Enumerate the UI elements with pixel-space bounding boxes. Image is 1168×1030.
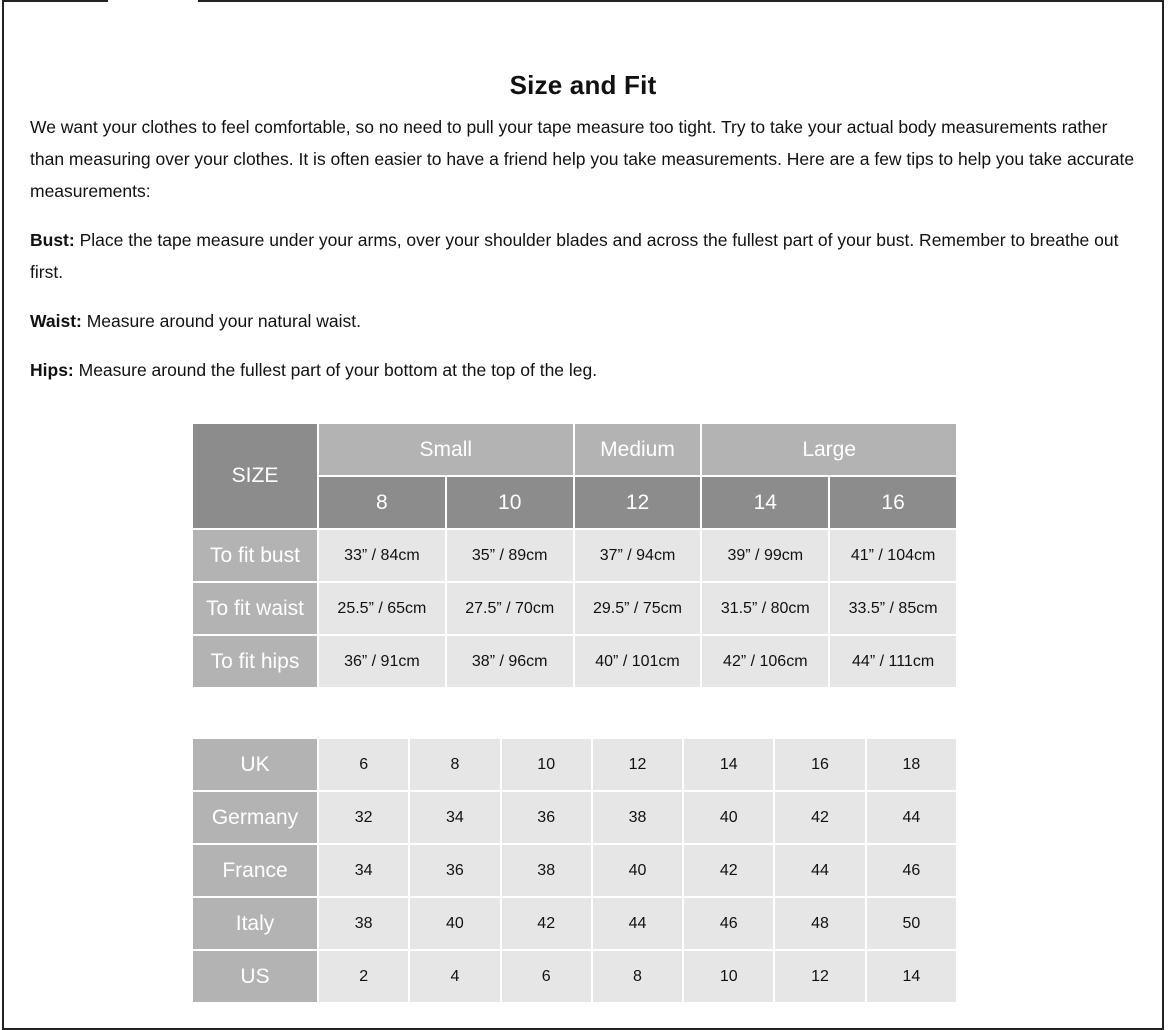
- table-row: [192, 635, 957, 688]
- table-cell: 38: [318, 897, 409, 950]
- table-cell: 34: [409, 791, 500, 844]
- table-cell: 44: [592, 897, 683, 950]
- table-cell: 40: [409, 897, 500, 950]
- table-cell: 46: [866, 844, 957, 897]
- table-cell: 12: [592, 738, 683, 791]
- table-row: [192, 791, 957, 844]
- intro-paragraph: We want your clothes to feel comfortable, so no need to pull your tape measure too tight. Try to take your actual body measurements rather than measuring over your clothes. It is often easier to have a friend help you take measurements. Here are a few tips to help you take accurate measurements:: [30, 117, 1135, 201]
- size-header: 10: [446, 476, 574, 529]
- tip-waist: [30, 305, 1136, 337]
- tip-hips-label: Hips:: [30, 360, 74, 380]
- tip-hips-text: Measure around the fullest part of your bottom at the top of the leg.: [73, 360, 598, 380]
- table-cell: 38” / 96cm: [446, 635, 574, 688]
- table-row: [192, 897, 957, 950]
- table-row: [192, 529, 957, 582]
- table-cell: 34: [318, 844, 409, 897]
- group-medium: Medium: [574, 423, 702, 476]
- row-label-us: US: [192, 950, 318, 1003]
- row-label-waist: To fit waist: [192, 582, 318, 635]
- row-label-france: France: [192, 844, 318, 897]
- size-guide-content: [30, 70, 1136, 403]
- tip-bust: [30, 224, 1136, 288]
- table-cell: 36: [501, 791, 592, 844]
- size-header: 8: [318, 476, 446, 529]
- table-cell: 40: [592, 844, 683, 897]
- table-cell: 38: [592, 791, 683, 844]
- table-cell: 46: [683, 897, 774, 950]
- table-cell: 38: [501, 844, 592, 897]
- table-cell: 36” / 91cm: [318, 635, 446, 688]
- table-row: [192, 844, 957, 897]
- tip-bust-label: Bust:: [30, 230, 75, 250]
- table-cell: 4: [409, 950, 500, 1003]
- table-cell: 25.5” / 65cm: [318, 582, 446, 635]
- table-cell: 42: [501, 897, 592, 950]
- table-cell: 16: [774, 738, 865, 791]
- table-cell: 33” / 84cm: [318, 529, 446, 582]
- table-cell: 48: [774, 897, 865, 950]
- table-row: [192, 738, 957, 791]
- tab-gap: [108, 0, 198, 4]
- tip-bust-text: Place the tape measure under your arms, over your shoulder blades and across the fullest part of your bust. Remember to breathe out first.: [30, 230, 1119, 282]
- table-cell: 29.5” / 75cm: [574, 582, 702, 635]
- tip-hips: [30, 354, 1136, 386]
- size-header: 16: [829, 476, 957, 529]
- size-header: 12: [574, 476, 702, 529]
- table-cell: 40: [683, 791, 774, 844]
- row-label-italy: Italy: [192, 897, 318, 950]
- table-cell: 44: [774, 844, 865, 897]
- table-row: [192, 582, 957, 635]
- group-small: Small: [318, 423, 574, 476]
- table-cell: 14: [866, 950, 957, 1003]
- table-cell: 39” / 99cm: [701, 529, 829, 582]
- row-label-uk: UK: [192, 738, 318, 791]
- table-cell: 35” / 89cm: [446, 529, 574, 582]
- row-label-germany: Germany: [192, 791, 318, 844]
- table-cell: 14: [683, 738, 774, 791]
- table-cell: 33.5” / 85cm: [829, 582, 957, 635]
- table-cell: 10: [683, 950, 774, 1003]
- table-cell: 36: [409, 844, 500, 897]
- table-cell: 10: [501, 738, 592, 791]
- tip-waist-label: Waist:: [30, 311, 82, 331]
- table-cell: 27.5” / 70cm: [446, 582, 574, 635]
- table-cell: 44: [866, 791, 957, 844]
- row-label-bust: To fit bust: [192, 529, 318, 582]
- table-cell: 42: [774, 791, 865, 844]
- page-title: Size and Fit: [509, 70, 657, 100]
- table-cell: 6: [501, 950, 592, 1003]
- table-cell: 8: [409, 738, 500, 791]
- size-corner-label: SIZE: [192, 423, 318, 529]
- group-large: Large: [701, 423, 957, 476]
- table-cell: 42” / 106cm: [701, 635, 829, 688]
- tip-waist-text: Measure around your natural waist.: [81, 311, 362, 331]
- table-cell: 6: [318, 738, 409, 791]
- table-cell: 32: [318, 791, 409, 844]
- table-cell: 40” / 101cm: [574, 635, 702, 688]
- table-cell: 42: [683, 844, 774, 897]
- table-cell: 18: [866, 738, 957, 791]
- conversion-table: [191, 737, 958, 1004]
- table-row: [192, 950, 957, 1003]
- table-cell: 8: [592, 950, 683, 1003]
- table-cell: 50: [866, 897, 957, 950]
- table-cell: 37” / 94cm: [574, 529, 702, 582]
- table-cell: 31.5” / 80cm: [701, 582, 829, 635]
- table-cell: 41” / 104cm: [829, 529, 957, 582]
- size-table: [191, 422, 958, 689]
- row-label-hips: To fit hips: [192, 635, 318, 688]
- table-cell: 44” / 111cm: [829, 635, 957, 688]
- size-header: 14: [701, 476, 829, 529]
- table-cell: 12: [774, 950, 865, 1003]
- table-cell: 2: [318, 950, 409, 1003]
